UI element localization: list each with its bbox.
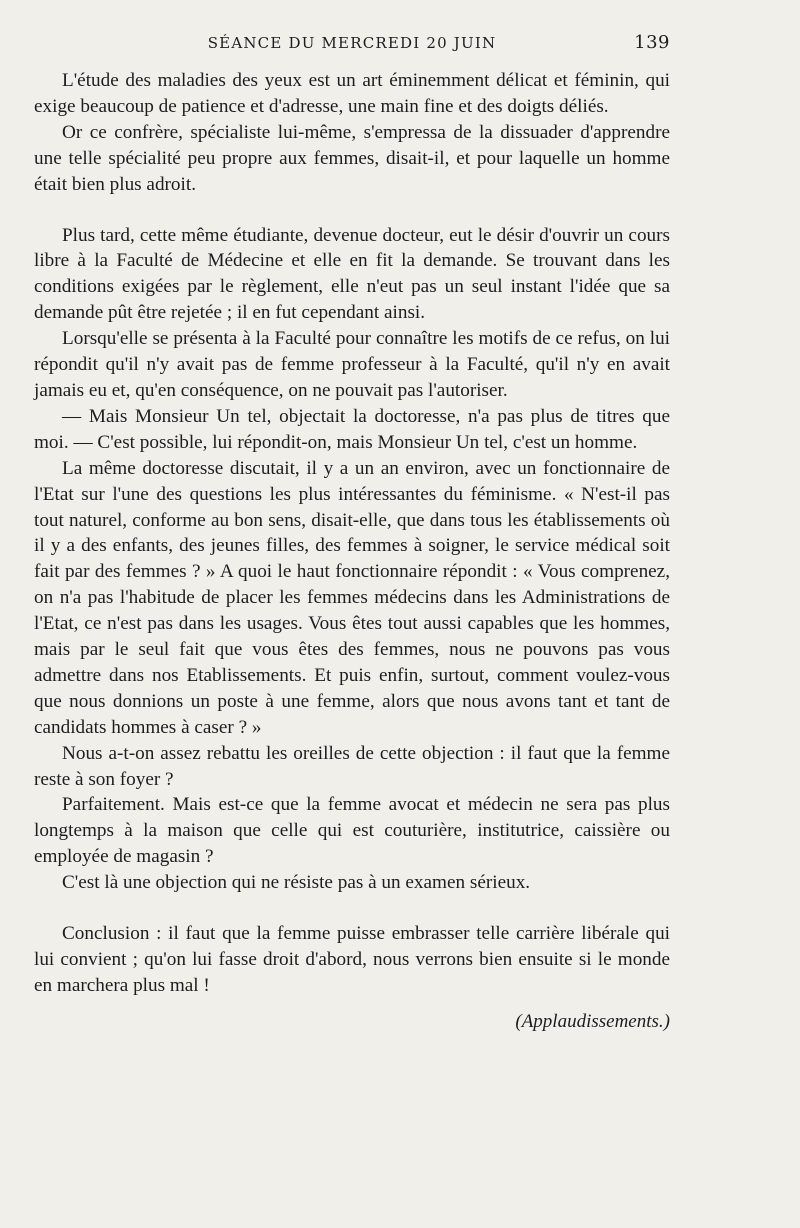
page-number: 139 (634, 32, 670, 53)
paragraph: L'étude des maladies des yeux est un art éminemment délicat et féminin, qui exige beaucoup de patience et d'adresse, une main fine et des doigts déliés. (34, 70, 670, 117)
header-title: SÉANCE DU MERCREDI 20 JUIN (207, 34, 497, 52)
document-page (34, 30, 670, 1200)
paragraph: Lorsqu'elle se présenta à la Faculté pour connaître les motifs de ce refus, on lui répondit qu'il n'y avait pas de femme professeur à la Faculté, qu'il n'y en avait jamais eu et, qu'en conséquence, on ne pouvait pas l'autoriser. (34, 328, 670, 401)
paragraph: Conclusion : il faut que la femme puisse embrasser telle carrière libérale qui lui convient ; qu'on lui fasse droit d'abord, nous verrons bien ensuite si le monde en marchera plus mal ! (34, 923, 670, 996)
paragraph: Or ce confrère, spécialiste lui-même, s'empressa de la dissuader d'apprendre une telle spécialité peu propre aux femmes, disait-il, et pour laquelle un homme était bien plus adroit. (34, 121, 670, 195)
paragraph: Parfaitement. Mais est-ce que la femme avocat et médecin ne sera pas plus longtemps à la maison que celle qui est couturière, institutrice, caissière ou employée de magasin ? (34, 794, 670, 868)
paragraph: Nous a-t-on assez rebattu les oreilles de cette objection : il faut que la femme reste à son foyer ? (34, 742, 670, 790)
body-text (34, 68, 670, 999)
running-header (34, 30, 670, 68)
paragraph: Plus tard, cette même étudiante, devenue docteur, eut le désir d'ouvrir un cours libre à la Faculté de Médecine et elle en fit la demande. Se trouvant dans les conditions exigées par le règlement, elle n'eut pas un seul instant l'idée que sa demande pût être rejetée ; il en fut cependant ainsi. (34, 224, 670, 324)
paragraph: C'est là une objection qui ne résiste pas à un examen sérieux. (62, 872, 531, 894)
paragraph: — Mais Monsieur Un tel, objectait la doctoresse, n'a pas plus de titres que moi. — C'est possible, lui répondit-on, mais Monsieur Un tel, c'est un homme. (34, 405, 670, 453)
applause-note: (Applaudissements.) (515, 1010, 670, 1032)
paragraph: La même doctoresse discutait, il y a un an environ, avec un fonctionnaire de l'Etat sur l'une des questions les plus intéressantes du féminisme. « N'est-il pas tout naturel, conforme au bon sens, disait-elle, que dans tous les établissements où il y a des enfants, des jeunes filles, des femmes à soigner, le service médical soit fait par des femmes ? » A quoi le haut fonctionnaire répondit : « Vous comprenez, on n'a pas l'habitude de placer les femmes médecins dans les Administrations de l'Etat, ce n'est pas dans les usages. Vous êtes tout aussi capables que les hommes, mais par le seul fait que vous êtes des femmes, nous ne pouvons pas vous admettre dans nos Etablissements. Et puis enfin, surtout, comment voulez-vous que nous donnions un poste à une femme, alors que nous avons tant et tant de candidats hommes à caser ? » (34, 457, 670, 738)
